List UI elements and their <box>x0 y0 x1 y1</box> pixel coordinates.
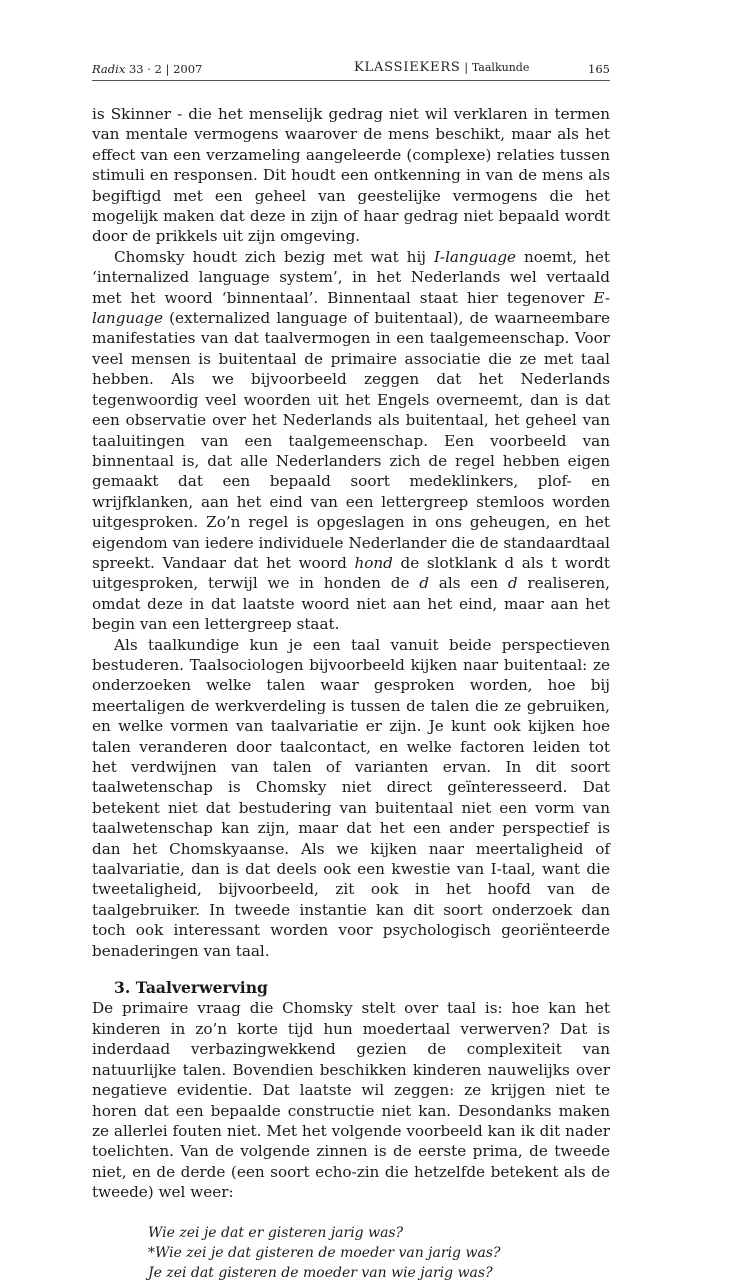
paragraph-3: Als taalkundige kun je een taal vanuit beide perspectieven bestuderen. Taalsociologen bijvoorbeeld kijken naar buitentaal: ze onderzoeken welke talen waar gesproken worden, hoe bij meertaligen de werkverdeling is tussen de talen die ze gebruiken, en welke vormen van taalvariatie er zijn. Je kunt ook kijken hoe talen veranderen door taalcontact, en welke factoren leiden tot het verdwijnen van talen of varianten ervan. In dit soort taalwetenschap is Chomsky niet direct geïnteresseerd. Dat betekent niet dat bestudering van buitentaal niet een vorm van taalwetenschap kan zijn, maar dat het een ander perspectief is dan het Chomskyaanse. Als we kijken naar meertaligheid of taalvariatie, dan is dat deels ook een kwestie van I-taal, want die tweetaligheid, bijvoorbeeld, zit ook in het hoofd van de taalgebruiker. In tweede instantie kan dit soort onderzoek dan toch ook interessant worden voor psychologisch georiënteerde benaderingen van taal. <box>92 635 610 960</box>
section-separator: | <box>464 60 469 74</box>
running-header <box>92 60 610 81</box>
paragraph-1: is Skinner - die het menselijk gedrag niet wil verklaren in termen van mentale vermogens waarover de mens beschikt, maar als het effect van een verzameling aangeleerde (complexe) relaties tussen stimuli en responsen. Dit houdt een ontkenning in van de mens als begiftigd met een geheel van geestelijke vermogens die het mogelijk maken dat deze in zijn of haar gedrag niet bepaald wordt door de prikkels uit zijn omgeving. <box>92 105 610 246</box>
paragraph-2: Chomsky houdt zich bezig met wat hij I-language noemt, het ‘internalized language system’, in het Nederlands wel vertaald met het woord ‘binnentaal’. Binnentaal staat hier tegenover E-language (externalized language of buitentaal), de waarneembare manifestaties van dat taalvermogen in een taalgemeenschap. Voor veel mensen is buitentaal de primaire associatie die ze met taal hebben. Als we bijvoorbeeld zeggen dat het Nederlands tegenwoordig veel woorden uit het Engels overneemt, dan is dat een observatie over het Nederlands als buitentaal, het geheel van taaluitingen van een taalgemeenschap. Een voorbeeld van binnentaal is, dat alle Nederlanders zich de regel hebben eigen gemaakt dat een bepaald soort medeklinkers, plof- en wrijfklanken, aan het eind van een lettergreep stemloos worden uitgesproken. Zo’n regel is opgeslagen in ons geheugen, en het eigendom van iedere individuele Nederlander die de standaardtaal spreekt. Vandaar dat het woord hond de slotklank d als t wordt uitgesproken, terwijl we in honden de d als een d realiseren, omdat deze in dat laatste woord niet aan het eind, maar aan het begin van een lettergreep staat. <box>92 247 611 634</box>
section-name: KLASSIEKERS <box>354 60 461 75</box>
example-sentence: Wie zei je dat er gisteren jarig was? <box>148 1224 404 1241</box>
term-d-2: d <box>507 574 518 593</box>
article-body <box>92 104 610 1283</box>
term-e-language: E-language <box>92 288 610 328</box>
example-sentence: *Wie zei je dat gisteren de moeder van jarig was? <box>148 1244 501 1261</box>
term-hond: hond <box>354 553 393 572</box>
example-sentences <box>92 1223 610 1283</box>
paragraph-4: De primaire vraag die Chomsky stelt over taal is: hoe kan het kinderen in zo’n korte tijd hun moedertaal verwerven? Dat is inderdaad verbazingwekkend gezien de complexiteit van natuurlijke talen. Bovendien beschikken kinderen nauwelijks over negatieve evidentie. Dat laatste wil zeggen: ze krijgen niet te horen dat een bepaalde constructie niet kan. Desondanks maken ze allerlei fouten niet. Met het volgende voorbeeld kan ik dit nader toelichten. Van de volgende zinnen is de eerste prima, de tweede niet, en de derde (een soort echo-zin die hetzelfde betekent als de tweede) wel weer: <box>92 999 610 1202</box>
section-heading-taalverwerving: 3. Taalverwerving <box>114 978 268 998</box>
subsection-name: Taalkunde <box>471 61 530 74</box>
term-i-language: I-language <box>433 247 517 266</box>
example-sentence: Je zei dat gisteren de moeder van wie jarig was? <box>148 1264 493 1281</box>
page-number: 165 <box>588 62 610 76</box>
journal-issue: 33 · 2 | 2007 <box>128 62 203 76</box>
term-d: d <box>419 574 429 593</box>
section-label <box>354 60 529 75</box>
journal-name: Radix <box>92 62 126 76</box>
journal-citation <box>92 62 202 76</box>
